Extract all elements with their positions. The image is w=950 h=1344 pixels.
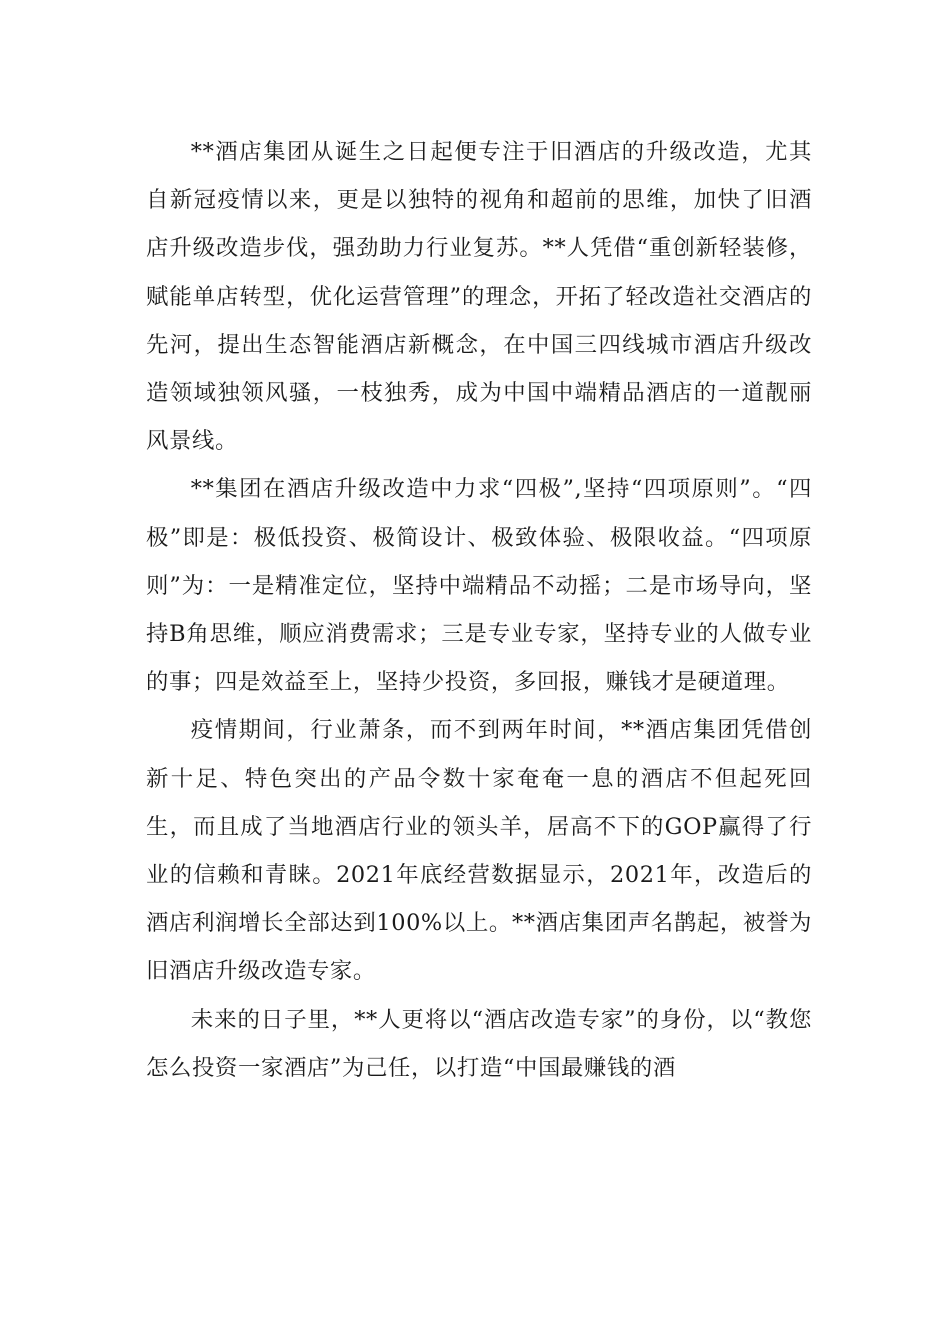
paragraph-hotel-group-intro: **酒店集团从诞生之日起便专注于旧酒店的升级改造，尤其自新冠疫情以来，更是以独特的视角和超前的思维，加快了旧酒店升级改造步伐，强劲助力行业复苏。**人凭借“重创新轻装修，赋能单店转型，优化运营管理”的理念，开拓了轻改造社交酒店的先河，提出生态智能酒店新概念，在中国三四线城市酒店升级改造领域独领风骚，一枝独秀，成为中国中端精品酒店的一道靓丽风景线。 [146,139,812,455]
paragraph-pandemic-results: 疫情期间，行业萧条，而不到两年时间，**酒店集团凭借创新十足、特色突出的产品令数十家奄奄一息的酒店不但起死回生，而且成了当地酒店行业的领头羊，居高不下的GOP赢得了行业的信赖和青睐。2021年底经营数据显示，2021年，改造后的酒店利润增长全部达到100%以上。**酒店集团声名鹊起，被誉为旧酒店升级改造专家。 [146,717,812,985]
paragraph-four-principles: **集团在酒店升级改造中力求“四极”,坚持“四项原则”。“四极”即是：极低投资、极简设计、极致体验、极限收益。“四项原则”为：一是精准定位，坚持中端精品不动摇；二是市场导向，坚持B角思维，顺应消费需求；三是专业专家，坚持专业的人做专业的事；四是效益至上，坚持少投资，多回报，赚钱才是硬道理。 [146,476,812,696]
document-body [146,128,812,1092]
paragraph-future-plans: 未来的日子里，**人更将以“酒店改造专家”的身份，以“教您怎么投资一家酒店”为己任，以打造“中国最赚钱的酒 [146,1006,812,1081]
